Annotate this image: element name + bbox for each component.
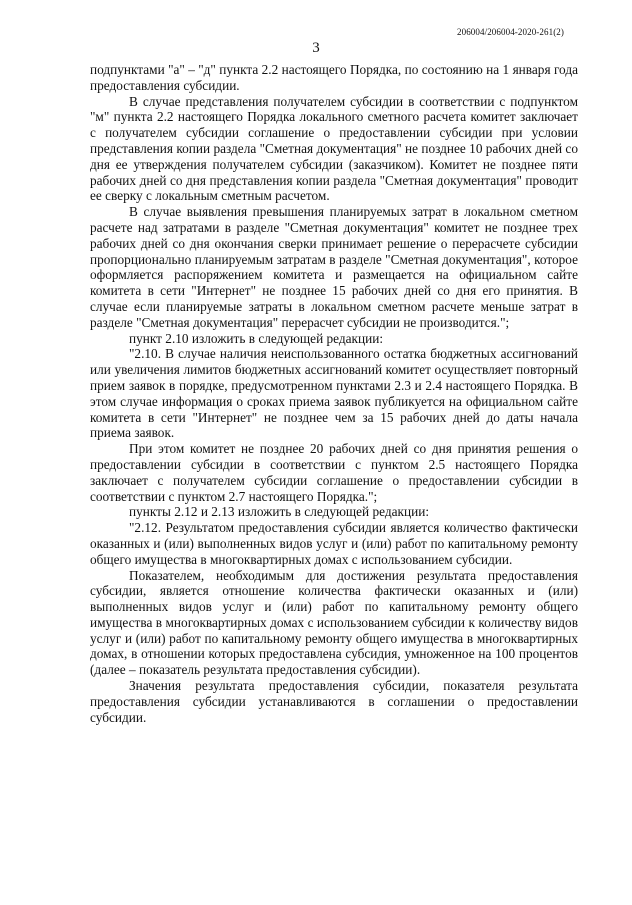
paragraph: В случае представления получателем субсидии в соответствии с подпунктом "м" пункта 2.2 настоящего Порядка локального сметного расчета комитет заключает с получателем субсидии соглашение о предоставлении субсидии при условии представления копии раздела "Сметная документация" не позднее 10 рабочих дней со дня ее утверждения получателем субсидии (заказчиком). Комитет не позднее пяти рабочих дней со дня представления копии раздела "Сметная документация" проводит ее сверку с локальным сметным расчетом.: [90, 93, 578, 204]
paragraph: В случае выявления превышения планируемых затрат в локальном сметном расчете над затратами в разделе "Сметная документация" комитет не позднее трех рабочих дней со дня окончания сверки принимает решение о перерасчете субсидии пропорционально планируемым затратам в разделе "Сметная документация", которое оформляется распоряжением комитета и размещается на официальном сайте комитета в сети "Интернет" не позднее 15 рабочих дней со дня его принятия. В случае если планируемые затраты в локальном сметном расчете меньше затрат в разделе "Сметная документация" перерасчет субсидии не производится.";: [90, 204, 578, 330]
paragraph: "2.10. В случае наличия неиспользованного остатка бюджетных ассигнований или увеличения лимитов бюджетных ассигнований комитет осуществляет повторный прием заявок в порядке, предусмотренном пунктами 2.3 и 2.4 настоящего Порядка. В этом случае информация о сроках приема заявок публикуется на официальном сайте комитета в сети "Интернет" не позднее чем за 15 рабочих дней до даты начала приема заявок.: [90, 346, 578, 441]
paragraph: пункты 2.12 и 2.13 изложить в следующей редакции:: [129, 504, 430, 520]
paragraph: При этом комитет не позднее 20 рабочих дней со дня принятия решения о предоставлении субсидии в соответствии с пунктом 2.5 настоящего Порядка заключает с получателем субсидии соглашение о предоставлении субсидии в соответствии с пунктом 2.7 настоящего Порядка.";: [90, 441, 578, 504]
page-number: 3: [312, 40, 320, 56]
paragraph: Значения результата предоставления субсидии, показателя результата предоставления субсидии устанавливаются в соглашении о предоставлении субсидии.: [90, 678, 578, 725]
paragraph: Показателем, необходимым для достижения результата предоставления субсидии, является отношение количества фактически оказанных и (или) выполненных видов услуг и (или) работ по капитальному ремонту общего имущества в многоквартирных домах с использованием субсидии к количеству видов услуг и (или) работ по капитальному ремонту общего имущества в многоквартирных домах, в отношении которых предоставлена субсидия, умноженное на 100 процентов (далее – показатель результата предоставления субсидии).: [90, 567, 578, 678]
paragraph: пункт 2.10 изложить в следующей редакции:: [129, 330, 384, 346]
document-id: 206004/206004-2020-261(2): [457, 27, 564, 37]
paragraph: подпунктами "а" – "д" пункта 2.2 настоящего Порядка, по состоянию на 1 января года предоставления субсидии.: [90, 62, 578, 93]
paragraph: "2.12. Результатом предоставления субсидии является количество фактически оказанных и (или) выполненных видов услуг и (или) работ по капитальному ремонту общего имущества в многоквартирных домах с использованием субсидии.: [90, 520, 578, 567]
document-body: [90, 62, 578, 725]
